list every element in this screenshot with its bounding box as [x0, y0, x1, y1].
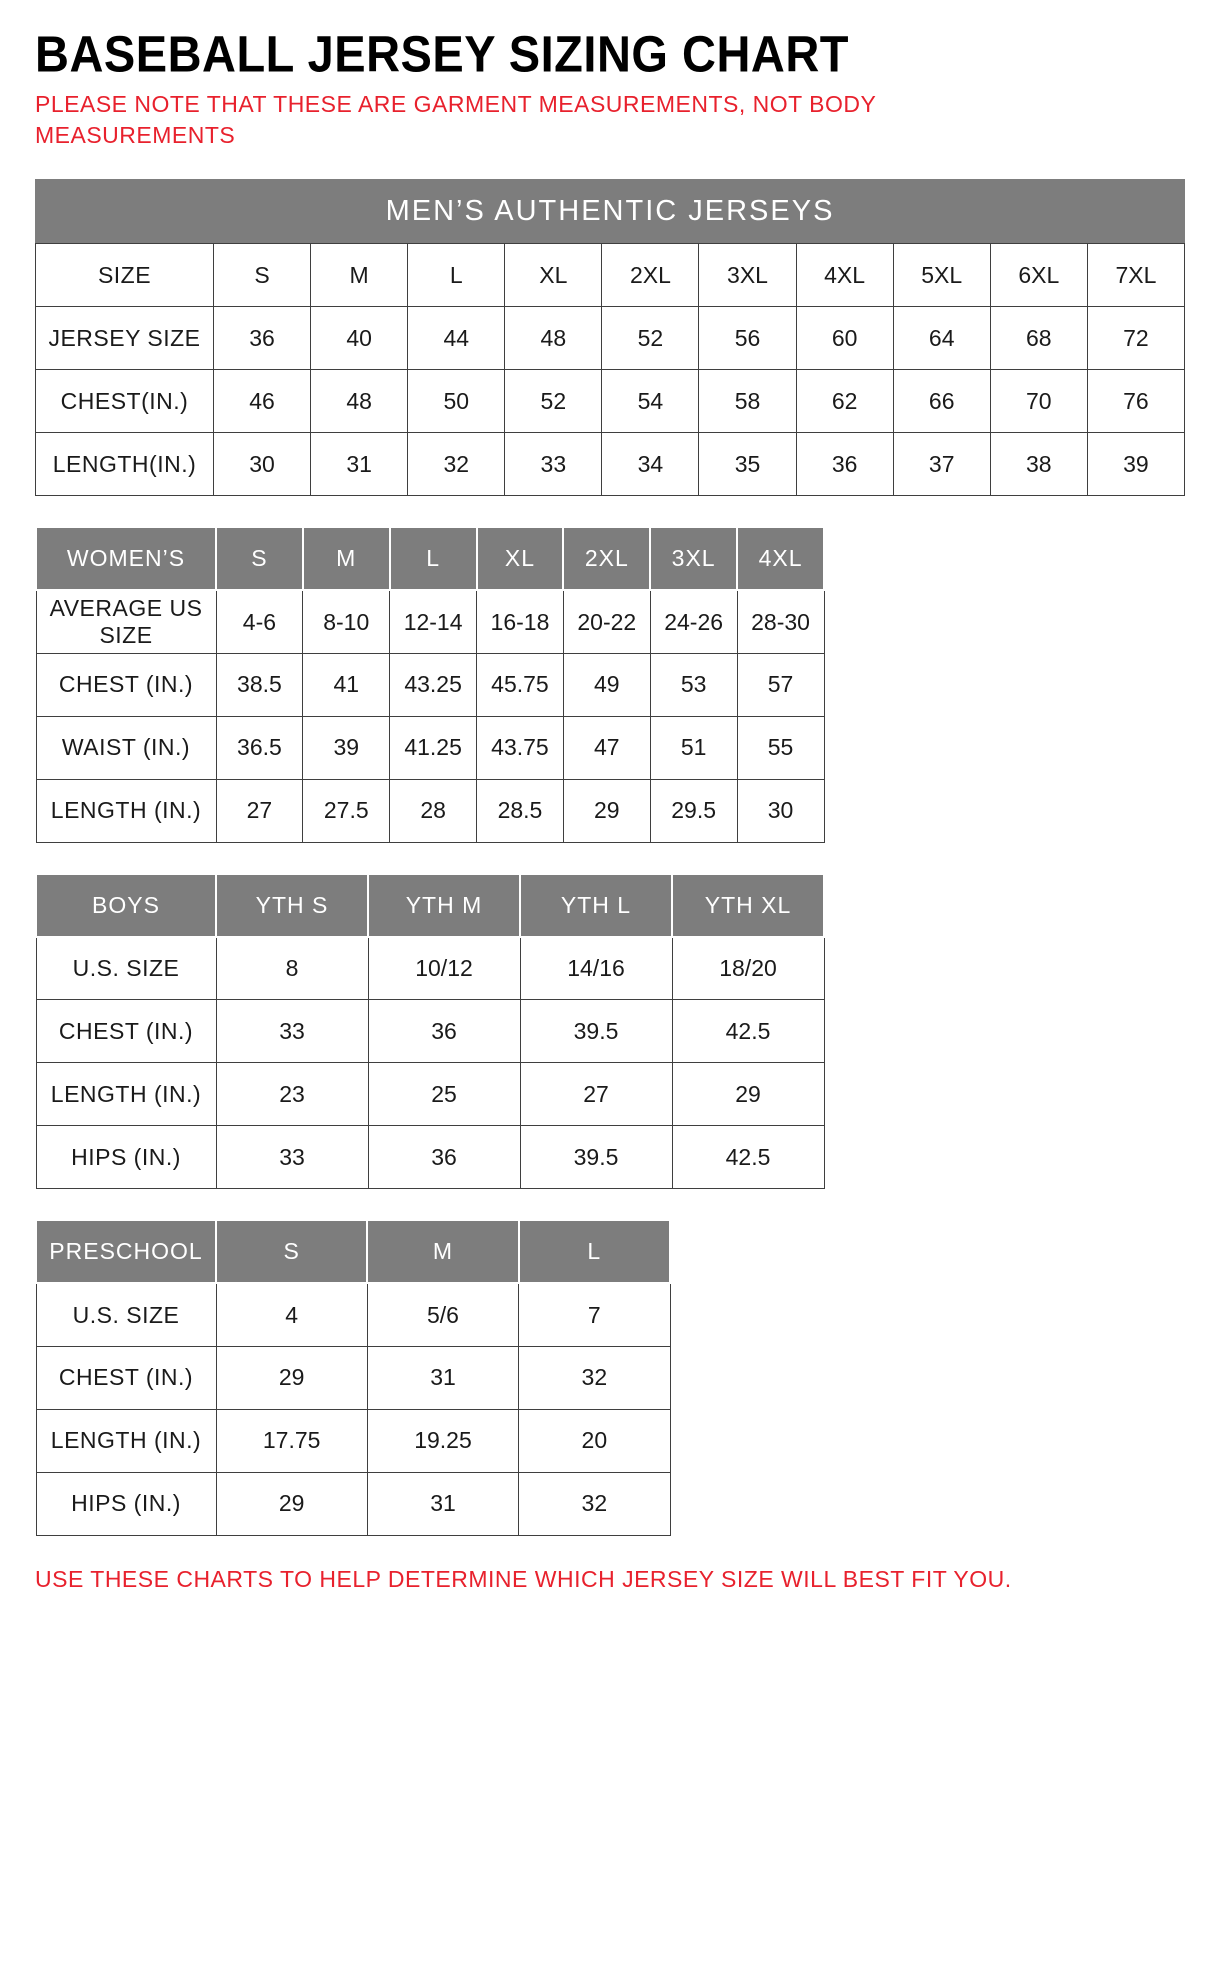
- header-cell: S: [216, 1220, 367, 1283]
- value-cell: 45.75: [477, 653, 564, 716]
- value-cell: 48: [505, 307, 602, 370]
- table-row: [36, 653, 824, 716]
- value-cell: 24-26: [650, 590, 737, 653]
- header-row: [36, 1220, 670, 1283]
- header-cell: WOMEN’S: [36, 527, 216, 590]
- value-cell: 72: [1087, 307, 1184, 370]
- header-cell: YTH XL: [672, 874, 824, 937]
- value-cell: 46: [214, 370, 311, 433]
- value-cell: 43.25: [390, 653, 477, 716]
- row-label-cell: HIPS (IN.): [36, 1126, 216, 1189]
- value-cell: 62: [796, 370, 893, 433]
- value-cell: 39: [303, 716, 390, 779]
- value-cell: 40: [311, 307, 408, 370]
- value-cell: 76: [1087, 370, 1184, 433]
- value-cell: 38.5: [216, 653, 303, 716]
- row-label-cell: HIPS (IN.): [36, 1472, 216, 1535]
- header-cell: YTH S: [216, 874, 368, 937]
- header-cell: 2XL: [563, 527, 650, 590]
- value-cell: 32: [519, 1346, 670, 1409]
- header-cell: M: [367, 1220, 518, 1283]
- value-cell: 29.5: [650, 779, 737, 842]
- value-cell: 27: [216, 779, 303, 842]
- header-cell: S: [216, 527, 303, 590]
- value-cell: 33: [216, 1000, 368, 1063]
- value-cell: 31: [311, 433, 408, 496]
- value-cell: 43.75: [477, 716, 564, 779]
- row-label-cell: JERSEY SIZE: [36, 307, 214, 370]
- value-cell: L: [408, 244, 505, 307]
- table-row: [36, 937, 824, 1000]
- value-cell: 47: [563, 716, 650, 779]
- table-row: [36, 590, 824, 653]
- row-label-cell: U.S. SIZE: [36, 1283, 216, 1346]
- womens-jerseys-section: [35, 526, 1185, 843]
- table-row: [36, 370, 1185, 433]
- row-label-cell: LENGTH (IN.): [36, 779, 216, 842]
- value-cell: 39.5: [520, 1126, 672, 1189]
- value-cell: 19.25: [367, 1409, 518, 1472]
- value-cell: 68: [990, 307, 1087, 370]
- value-cell: 7XL: [1087, 244, 1184, 307]
- header-cell: YTH L: [520, 874, 672, 937]
- value-cell: 31: [367, 1472, 518, 1535]
- value-cell: 2XL: [602, 244, 699, 307]
- table-row: [36, 1472, 670, 1535]
- value-cell: 41: [303, 653, 390, 716]
- value-cell: 30: [214, 433, 311, 496]
- row-label-cell: CHEST (IN.): [36, 1346, 216, 1409]
- table-row: [36, 1126, 824, 1189]
- value-cell: 55: [737, 716, 824, 779]
- value-cell: 44: [408, 307, 505, 370]
- value-cell: 36: [368, 1000, 520, 1063]
- value-cell: 12-14: [390, 590, 477, 653]
- value-cell: 42.5: [672, 1126, 824, 1189]
- header-cell: YTH M: [368, 874, 520, 937]
- row-label-cell: CHEST(IN.): [36, 370, 214, 433]
- value-cell: 28-30: [737, 590, 824, 653]
- value-cell: 52: [505, 370, 602, 433]
- value-cell: 51: [650, 716, 737, 779]
- value-cell: 3XL: [699, 244, 796, 307]
- value-cell: 28: [390, 779, 477, 842]
- row-label-cell: LENGTH(IN.): [36, 433, 214, 496]
- value-cell: S: [214, 244, 311, 307]
- boys-jerseys-section: [35, 873, 1185, 1190]
- value-cell: 49: [563, 653, 650, 716]
- value-cell: 29: [563, 779, 650, 842]
- value-cell: 33: [505, 433, 602, 496]
- header-cell: XL: [477, 527, 564, 590]
- boys-sizing-table: [35, 873, 825, 1190]
- mens-jerseys-section: [35, 179, 1185, 496]
- value-cell: 25: [368, 1063, 520, 1126]
- header-cell: M: [303, 527, 390, 590]
- table-row: [36, 244, 1185, 307]
- value-cell: 50: [408, 370, 505, 433]
- value-cell: 56: [699, 307, 796, 370]
- value-cell: 29: [216, 1346, 367, 1409]
- value-cell: 57: [737, 653, 824, 716]
- value-cell: 6XL: [990, 244, 1087, 307]
- table-row: [36, 307, 1185, 370]
- value-cell: 53: [650, 653, 737, 716]
- value-cell: 64: [893, 307, 990, 370]
- table-row: [36, 433, 1185, 496]
- mens-sizing-table: [35, 243, 1185, 496]
- value-cell: 28.5: [477, 779, 564, 842]
- value-cell: 60: [796, 307, 893, 370]
- table-row: [36, 779, 824, 842]
- garment-measurements-note: PLEASE NOTE THAT THESE ARE GARMENT MEASUREMENTS, NOT BODY MEASUREMENTS: [35, 91, 876, 149]
- value-cell: 7: [519, 1283, 670, 1346]
- value-cell: 34: [602, 433, 699, 496]
- value-cell: 27.5: [303, 779, 390, 842]
- value-cell: 4-6: [216, 590, 303, 653]
- header-cell: L: [390, 527, 477, 590]
- table-row: [36, 1063, 824, 1126]
- value-cell: 17.75: [216, 1409, 367, 1472]
- value-cell: 32: [408, 433, 505, 496]
- value-cell: 31: [367, 1346, 518, 1409]
- header-cell: 4XL: [737, 527, 824, 590]
- value-cell: 18/20: [672, 937, 824, 1000]
- preschool-sizing-table: [35, 1219, 671, 1536]
- table-row: [36, 1283, 670, 1346]
- value-cell: 10/12: [368, 937, 520, 1000]
- value-cell: M: [311, 244, 408, 307]
- value-cell: 23: [216, 1063, 368, 1126]
- value-cell: 39: [1087, 433, 1184, 496]
- value-cell: 8-10: [303, 590, 390, 653]
- table-row: [36, 1409, 670, 1472]
- row-label-cell: LENGTH (IN.): [36, 1409, 216, 1472]
- value-cell: 27: [520, 1063, 672, 1126]
- row-label-cell: SIZE: [36, 244, 214, 307]
- value-cell: 48: [311, 370, 408, 433]
- value-cell: 29: [216, 1472, 367, 1535]
- row-label-cell: U.S. SIZE: [36, 937, 216, 1000]
- value-cell: 32: [519, 1472, 670, 1535]
- value-cell: 5XL: [893, 244, 990, 307]
- row-label-cell: AVERAGE US SIZE: [36, 590, 216, 653]
- table-row: [36, 716, 824, 779]
- value-cell: 30: [737, 779, 824, 842]
- value-cell: 41.25: [390, 716, 477, 779]
- header-cell: L: [519, 1220, 670, 1283]
- mens-table-banner: MEN’S AUTHENTIC JERSEYS: [35, 179, 1185, 243]
- value-cell: 20: [519, 1409, 670, 1472]
- header-row: [36, 874, 824, 937]
- value-cell: 36: [368, 1126, 520, 1189]
- value-cell: 66: [893, 370, 990, 433]
- value-cell: XL: [505, 244, 602, 307]
- value-cell: 16-18: [477, 590, 564, 653]
- value-cell: 38: [990, 433, 1087, 496]
- womens-sizing-table: [35, 526, 825, 843]
- value-cell: 42.5: [672, 1000, 824, 1063]
- row-label-cell: CHEST (IN.): [36, 653, 216, 716]
- table-row: [36, 1000, 824, 1063]
- header-row: [36, 527, 824, 590]
- row-label-cell: CHEST (IN.): [36, 1000, 216, 1063]
- value-cell: 33: [216, 1126, 368, 1189]
- row-label-cell: LENGTH (IN.): [36, 1063, 216, 1126]
- footer-note: USE THESE CHARTS TO HELP DETERMINE WHICH JERSEY SIZE WILL BEST FIT YOU.: [35, 1565, 1012, 1592]
- value-cell: 52: [602, 307, 699, 370]
- page-title: BASEBALL JERSEY SIZING CHART: [35, 25, 849, 83]
- value-cell: 36.5: [216, 716, 303, 779]
- value-cell: 35: [699, 433, 796, 496]
- table-row: [36, 1346, 670, 1409]
- value-cell: 54: [602, 370, 699, 433]
- value-cell: 37: [893, 433, 990, 496]
- preschool-jerseys-section: [35, 1219, 1185, 1536]
- value-cell: 70: [990, 370, 1087, 433]
- value-cell: 39.5: [520, 1000, 672, 1063]
- row-label-cell: WAIST (IN.): [36, 716, 216, 779]
- value-cell: 36: [796, 433, 893, 496]
- value-cell: 36: [214, 307, 311, 370]
- value-cell: 14/16: [520, 937, 672, 1000]
- value-cell: 29: [672, 1063, 824, 1126]
- value-cell: 4: [216, 1283, 367, 1346]
- value-cell: 58: [699, 370, 796, 433]
- value-cell: 5/6: [367, 1283, 518, 1346]
- header-cell: PRESCHOOL: [36, 1220, 216, 1283]
- value-cell: 20-22: [563, 590, 650, 653]
- value-cell: 8: [216, 937, 368, 1000]
- header-cell: BOYS: [36, 874, 216, 937]
- header-cell: 3XL: [650, 527, 737, 590]
- value-cell: 4XL: [796, 244, 893, 307]
